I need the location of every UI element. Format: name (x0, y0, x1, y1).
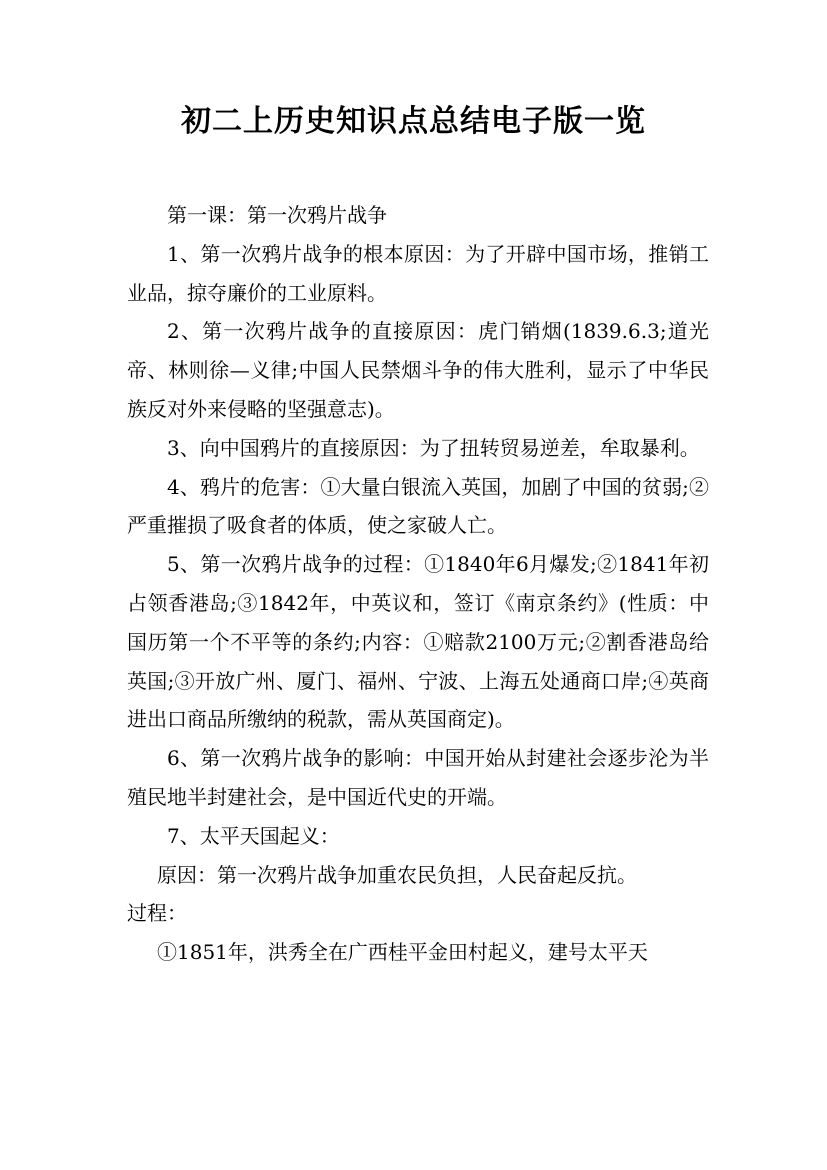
document-title: 初二上历史知识点总结电子版一览 (181, 104, 646, 139)
paragraph-opium-harm: 4、鸦片的危害：①大量白银流入英国，加剧了中国的贫弱;②严重摧损了吸食者的体质，使之家破人亡。 (127, 474, 709, 538)
document-body (127, 196, 709, 972)
lesson-heading: 第一课：第一次鸦片战争 (167, 203, 387, 227)
paragraph-war-process: 5、第一次鸦片战争的过程：①1840年6月爆发;②1841年初占领香港岛;③1842年，中英议和，签订《南京条约》(性质：中国历第一个不平等的条约;内容：①赔款2100万元;②割香港岛给英国;③开放广州、厦门、福州、宁波、上海五处通商口岸;④英商进出口商品所缴纳的税款，需从英国商定)。 (127, 552, 709, 732)
paragraph-taiping-process-1: ①1851年，洪秀全在广西桂平金田村起义，建号太平天 (157, 940, 648, 965)
paragraph-taiping-cause: 原因：第一次鸦片战争加重农民负担，人民奋起反抗。 (157, 862, 637, 887)
paragraph-war-impact: 6、第一次鸦片战争的影响：中国开始从封建社会逐步沦为半殖民地半封建社会，是中国近代史的开端。 (127, 746, 709, 809)
paragraph-opium-reason: 3、向中国鸦片的直接原因：为了扭转贸易逆差，牟取暴利。 (167, 435, 700, 460)
paragraph-taiping-heading: 7、太平天国起义： (167, 823, 340, 848)
paragraph-direct-cause: 2、第一次鸦片战争的直接原因：虎门销烟(1839.6.3;道光帝、林则徐—义律;中国人民禁烟斗争的伟大胜利，显示了中华民族反对外来侵略的坚强意志)。 (127, 319, 709, 421)
paragraph-root-cause: 1、第一次鸦片战争的根本原因：为了开辟中国市场，推销工业品，掠夺廉价的工业原料。 (127, 241, 709, 305)
paragraph-taiping-process-label: 过程： (127, 901, 187, 926)
